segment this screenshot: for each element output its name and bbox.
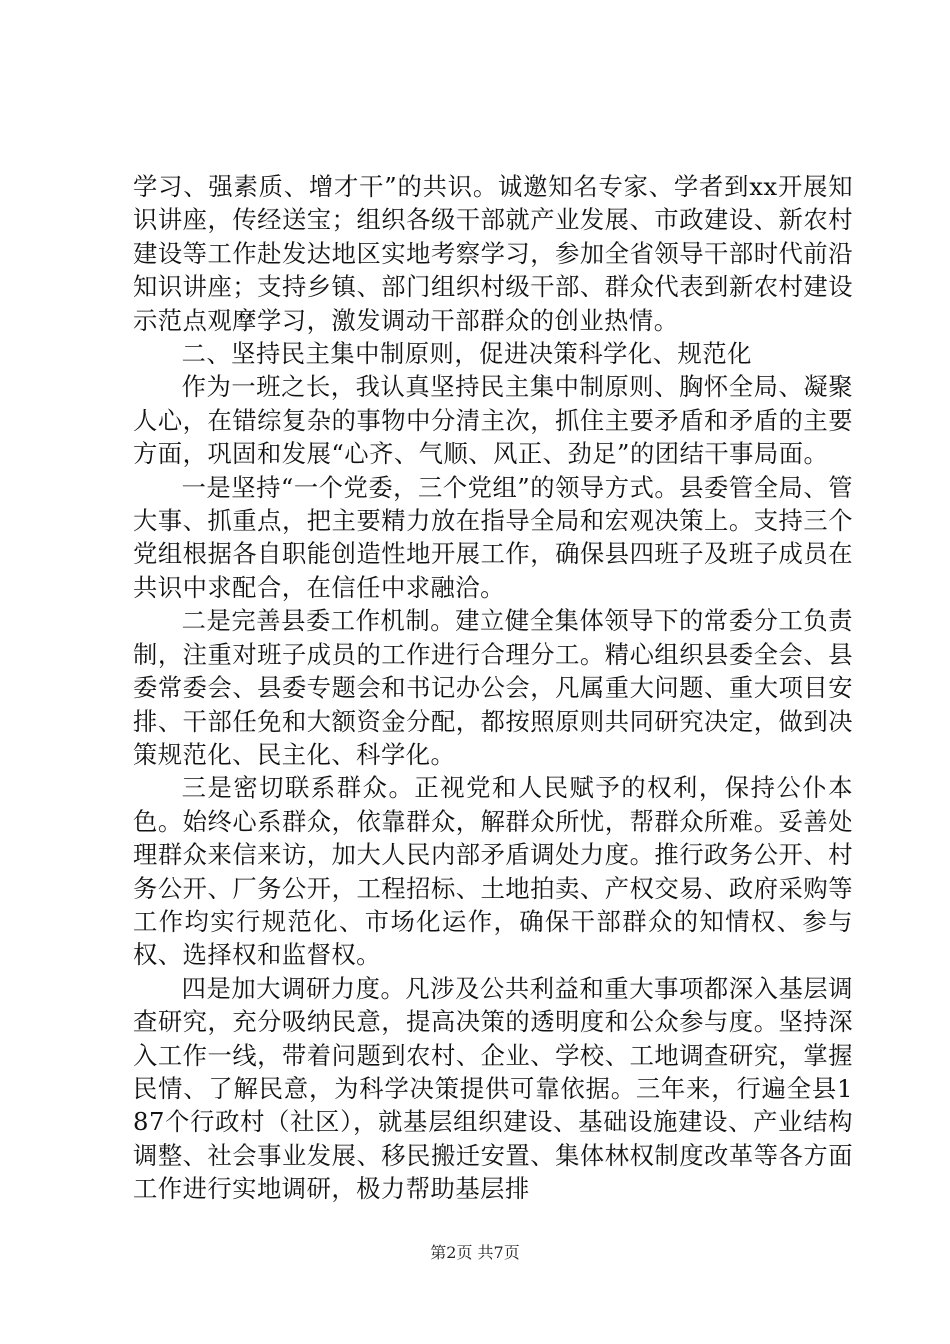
paragraph: 一是坚持“一个党委，三个党组”的领导方式。县委管全局、管大事、抓重点，把主要精力放在指导全局和宏观决策上。支持三个党组根据各自职能创造性地开展工作，确保县四班子及班子成员在共识中求配合，在信任中求融洽。 bbox=[133, 472, 853, 602]
paragraph-continuation: 学习、强素质、增才干”的共识。诚邀知名专家、学者到xx开展知识讲座，传经送宝；组织各级干部就产业发展、市政建设、新农村建设等工作赴发达地区实地考察学习，参加全省领导干部时代前沿知识讲座；支持乡镇、部门组织村级干部、群众代表到新农村建设示范点观摩学习，激发调动干部群众的创业热情。 bbox=[133, 172, 853, 335]
page-footer: 第2页 共7页 bbox=[430, 1243, 520, 1262]
paragraph: 作为一班之长，我认真坚持民主集中制原则、胸怀全局、凝聚人心，在错综复杂的事物中分清主次，抓住主要矛盾和矛盾的主要方面，巩固和发展“心齐、气顺、风正、劲足”的团结干事局面。 bbox=[133, 372, 853, 469]
paragraph: 三是密切联系群众。正视党和人民赋予的权利，保持公仆本色。始终心系群众，依靠群众，解群众所忧，帮群众所难。妥善处理群众来信来访，加大人民内部矛盾调处力度。推行政务公开、村务公开、厂务公开，工程招标、土地拍卖、产权交易、政府采购等工作均实行规范化、市场化运作，确保干部群众的知情权、参与权、选择权和监督权。 bbox=[133, 773, 853, 970]
section-heading: 二、坚持民主集中制原则，促进决策科学化、规范化 bbox=[181, 339, 752, 369]
paragraph: 四是加大调研力度。凡涉及公共利益和重大事项都深入基层调查研究，充分吸纳民意，提高决策的透明度和公众参与度。坚持深入工作一线，带着问题到农村、企业、学校、工地调查研究，掌握民情、了解民意，为科学决策提供可靠依据。三年来，行遍全县187个行政村（社区），就基层组织建设、基础设施建设、产业结构调整、社会事业发展、移民搬迁安置、集体林权制度改革等各方面工作进行实地调研，极力帮助基层排 bbox=[133, 973, 853, 1204]
paragraph: 二是完善县委工作机制。建立健全集体领导下的常委分工负责制，注重对班子成员的工作进行合理分工。精心组织县委全会、县委常委会、县委专题会和书记办公会，凡属重大问题、重大项目安排、干部任免和大额资金分配，都按照原则共同研究决定，做到决策规范化、民主化、科学化。 bbox=[133, 606, 853, 769]
document-body bbox=[133, 170, 853, 1206]
